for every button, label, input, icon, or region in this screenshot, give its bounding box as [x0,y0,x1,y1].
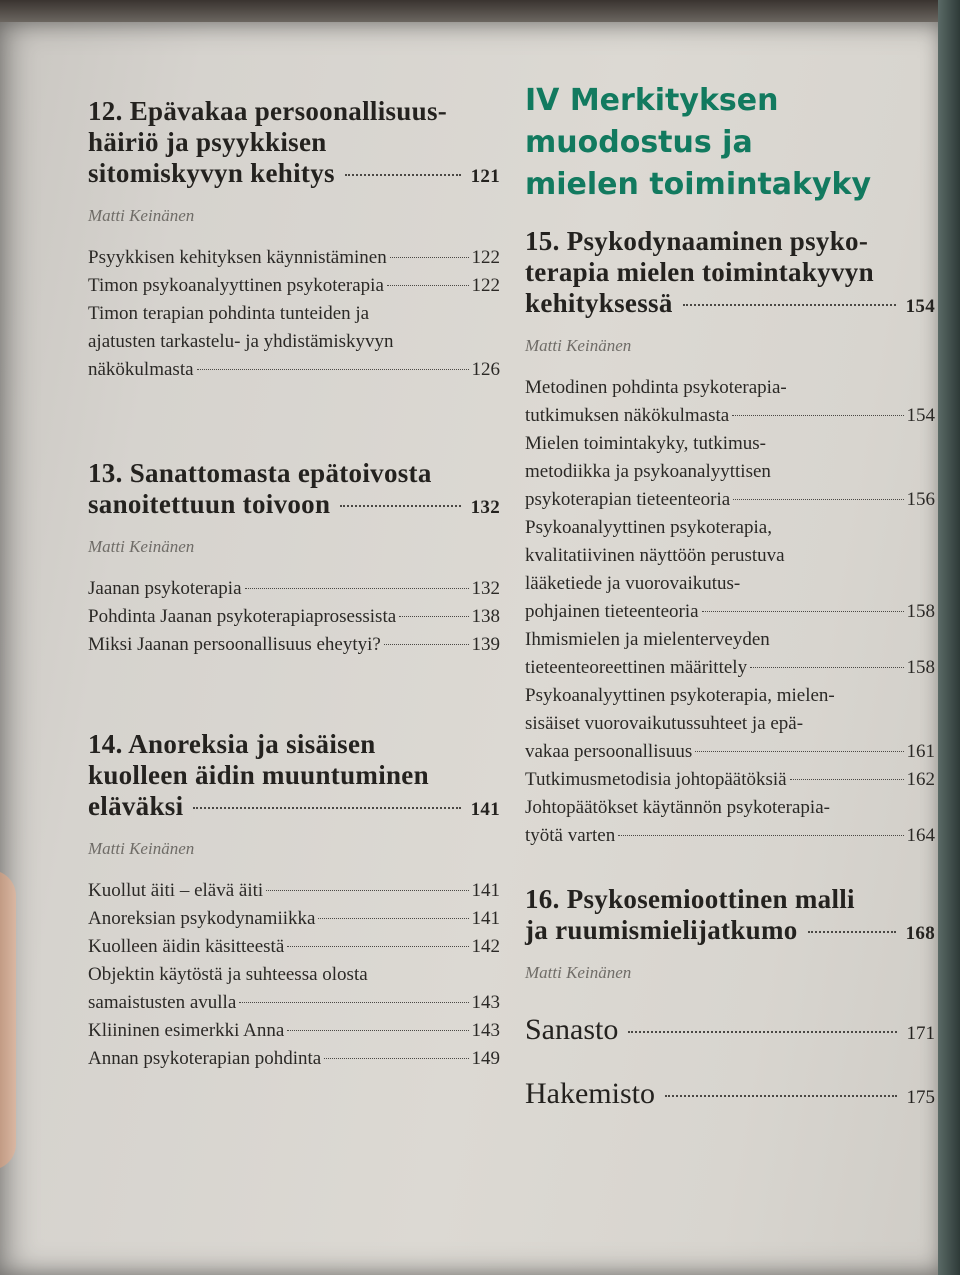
section-title: Tutkimusmetodisia johtopäätöksiä [525,769,787,790]
page-number: 122 [471,275,500,296]
chapter-title-last-line [525,288,935,322]
section-title-line: ajatusten tarkastelu- ja yhdistämiskyvyn [88,331,394,352]
chapter-14 [88,729,500,1073]
section-title: tieteenteoreettinen määrittely [525,657,748,678]
back-matter-glossary [525,1013,935,1047]
chapter-title-last-line [88,489,500,523]
chapter-title [525,226,935,322]
chapter-title-line: 12. Epävakaa persoonallisuus- [88,96,448,126]
page-number: 141 [471,908,500,929]
leader-dots [695,751,903,752]
leader-dots [732,415,903,416]
section-title-line: lääketiede ja vuorovaikutus- [525,573,741,594]
page-number: 175 [906,1087,935,1108]
page-number: 158 [906,601,935,622]
page-number: 171 [906,1023,935,1044]
chapter-title-line: 14. Anoreksia ja sisäisen [88,729,376,759]
leader-dots [266,890,468,891]
section-entry [88,631,500,659]
section-entry [88,603,500,631]
part-title [525,80,935,206]
section-list [88,244,500,384]
page-number: 164 [906,825,935,846]
section-title: tutkimuksen näkökulmasta [525,405,730,426]
section-title: Kliininen esimerkki Anna [88,1020,285,1041]
section-title: työtä varten [525,825,616,846]
section-list [88,877,500,1073]
page-number: 121 [470,166,500,187]
chapter-title-text: eläväksi [88,791,184,821]
section-entry [525,682,935,766]
part-title-line: mielen toimintakyky [525,167,872,202]
section-entry [88,272,500,300]
leader-dots [193,807,460,809]
back-matter-title: Sanasto [525,1013,619,1046]
section-title: psykoterapian tieteenteoria [525,489,731,510]
section-entry [88,905,500,933]
leader-dots [245,588,469,589]
leader-dots [384,644,469,645]
chapter-13 [88,458,500,659]
leader-dots [345,174,461,176]
section-entry [525,374,935,430]
chapter-title [525,884,935,949]
leader-dots [790,779,904,780]
leader-dots [239,1002,468,1003]
leader-dots [390,257,469,258]
page-number: 132 [471,578,500,599]
chapter-title-last-line [525,915,935,949]
chapter-title-text: sitomiskyvyn kehitys [88,158,335,188]
page-number: 122 [471,247,500,268]
part-title-line: muodostus ja [525,125,753,160]
section-title-line: Johtopäätökset käytännön psykoterapia- [525,797,830,818]
back-matter-title: Hakemisto [525,1077,655,1110]
chapter-author: Matti Keinänen [88,839,195,858]
section-list [88,575,500,659]
chapter-title-text: ja ruumismielijatkumo [525,915,798,945]
back-matter-index [525,1077,935,1111]
section-entry [525,514,935,626]
section-title: Miksi Jaanan persoonallisuus eheytyi? [88,634,381,655]
chapter-title-line: 15. Psykodynaaminen psyko- [525,226,869,256]
section-entry [88,877,500,905]
section-title: samaistusten avulla [88,992,237,1013]
section-title: pohjainen tieteenteoria [525,601,699,622]
section-entry [525,794,935,850]
page-number: 154 [906,405,935,426]
section-entry [525,430,935,514]
section-title-line: Metodinen pohdinta psykoterapia- [525,377,787,398]
leader-dots [287,1030,468,1031]
page-number: 132 [470,497,500,518]
section-title: vakaa persoonallisuus [525,741,693,762]
leader-dots [399,616,468,617]
chapter-title [88,458,500,523]
section-entry [525,766,935,794]
chapter-16 [525,884,935,983]
page-number: 141 [471,880,500,901]
leader-dots [618,835,903,836]
page-number: 149 [471,1048,500,1069]
section-title-line: Objektin käytöstä ja suhteessa olosta [88,964,368,985]
section-title: Psyykkisen kehityksen käynnistäminen [88,247,387,268]
chapter-title-line: 13. Sanattomasta epätoivosta [88,458,432,488]
chapter-title [88,96,500,192]
chapter-title-last-line [88,791,500,825]
section-title-line: sisäiset vuorovaikutussuhteet ja epä- [525,713,804,734]
section-title: Jaanan psykoterapia [88,578,242,599]
section-title-line: Timon terapian pohdinta tunteiden ja [88,303,370,324]
chapter-title-line: terapia mielen toimintakyvyn [525,257,874,287]
section-entry [88,933,500,961]
chapter-title-text: sanoitettuun toivoon [88,489,331,519]
leader-dots [665,1095,897,1097]
thumb [0,870,16,1170]
chapter-author: Matti Keinänen [88,206,195,225]
leader-dots [628,1031,896,1033]
section-entry [88,1017,500,1045]
chapter-12 [88,96,500,384]
section-list [525,374,935,850]
leader-dots [750,667,903,668]
leader-dots [340,505,460,507]
page-number: 161 [906,741,935,762]
chapter-title-line: kuolleen äidin muuntuminen [88,760,429,790]
section-title: näkökulmasta [88,359,194,380]
page-number: 138 [471,606,500,627]
book-top-edge [0,0,960,24]
chapter-title-text: kehityksessä [525,288,673,318]
book-cover-edge [938,0,960,1275]
section-entry [88,575,500,603]
section-title-line: Ihmismielen ja mielenterveyden [525,629,770,650]
section-entry [88,300,500,384]
section-entry [525,626,935,682]
leader-dots [197,369,469,370]
leader-dots [318,918,468,919]
section-title-line: Psykoanalyyttinen psykoterapia, mielen- [525,685,835,706]
leader-dots [683,304,896,306]
page-number: 143 [471,992,500,1013]
section-title: Annan psykoterapian pohdinta [88,1048,322,1069]
page-number: 168 [905,923,935,944]
page-number: 156 [906,489,935,510]
page-number: 139 [471,634,500,655]
page-number: 141 [470,799,500,820]
chapter-title-line: 16. Psykosemioottinen malli [525,884,855,914]
section-title: Kuolleen äidin käsitteestä [88,936,285,957]
section-entry [88,961,500,1017]
page-number: 162 [906,769,935,790]
chapter-author: Matti Keinänen [525,336,632,355]
leader-dots [733,499,903,500]
section-title: Kuollut äiti – elävä äiti [88,880,264,901]
page-number: 126 [471,359,500,380]
chapter-15 [525,226,935,850]
page-number: 143 [471,1020,500,1041]
chapter-author: Matti Keinänen [525,963,632,982]
chapter-author: Matti Keinänen [88,537,195,556]
section-title: Anoreksian psykodynamiikka [88,908,316,929]
page-number: 154 [905,296,935,317]
section-entry [88,244,500,272]
chapter-title-line: häiriö ja psyykkisen [88,127,327,157]
leader-dots [808,931,896,933]
page-number: 142 [471,936,500,957]
part-title-line: IV Merkityksen [525,83,779,118]
leader-dots [287,946,468,947]
leader-dots [702,611,904,612]
leader-dots [387,285,469,286]
section-title: Timon psykoanalyyttinen psykoterapia [88,275,384,296]
toc-left-column [88,96,500,1073]
chapter-title [88,729,500,825]
leader-dots [324,1058,468,1059]
section-title-line: metodiikka ja psykoanalyyttisen [525,461,771,482]
section-entry [88,1045,500,1073]
page-number: 158 [906,657,935,678]
section-title-line: Mielen toimintakyky, tutkimus- [525,433,766,454]
chapter-title-last-line [88,158,500,192]
section-title-line: Psykoanalyyttinen psykoterapia, [525,517,772,538]
section-title: Pohdinta Jaanan psykoterapiaprosessista [88,606,397,627]
toc-right-column [525,80,935,1111]
section-title-line: kvalitatiivinen näyttöön perustuva [525,545,785,566]
